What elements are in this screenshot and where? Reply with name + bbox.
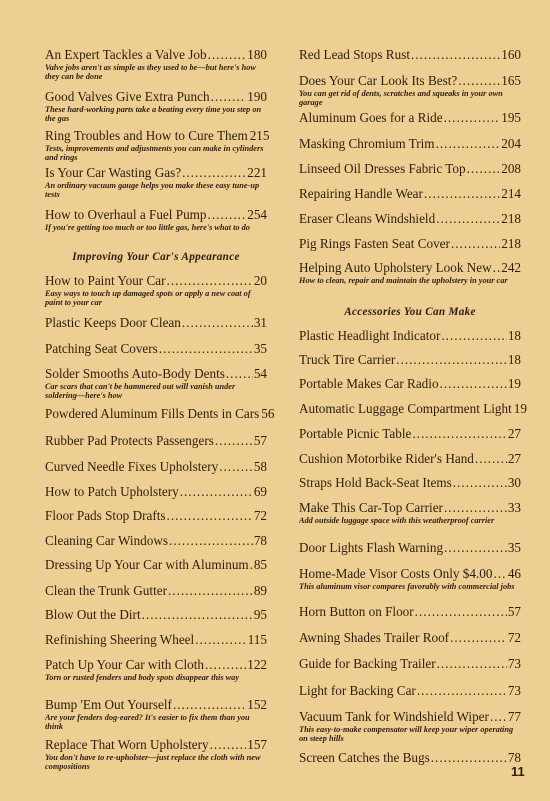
leader-dots	[437, 656, 507, 671]
toc-entry-page-number: 27	[507, 451, 521, 466]
toc-entry-page-number: 221	[247, 165, 267, 180]
toc-entry[interactable]	[299, 260, 521, 285]
toc-entry-page-number: 218	[501, 211, 521, 226]
toc-entry-line	[299, 451, 521, 466]
toc-entry-page-number: 215	[249, 128, 270, 143]
toc-entry[interactable]	[299, 47, 521, 62]
leader-dots	[453, 475, 507, 490]
toc-entry-title: Home-Made Visor Costs Only $4.00	[299, 566, 493, 581]
toc-entry-page-number: 18	[507, 328, 521, 343]
toc-entry-line	[45, 657, 267, 672]
toc-entry-title: Pig Rings Fasten Seat Cover	[299, 236, 450, 251]
toc-entry-line	[299, 500, 521, 515]
toc-entry-line	[299, 376, 521, 391]
toc-entry[interactable]	[45, 433, 267, 448]
toc-entry[interactable]	[299, 236, 521, 251]
toc-entry-title: Cleaning Car Windows	[45, 533, 169, 548]
toc-entry[interactable]	[45, 366, 267, 400]
toc-entry-line	[45, 583, 267, 598]
leader-dots	[440, 376, 507, 391]
toc-entry-line	[299, 426, 521, 441]
toc-entry-line	[45, 533, 267, 548]
toc-entry-page-number: 95	[253, 607, 267, 622]
toc-entry-page-number: 19	[513, 401, 527, 416]
leader-dots	[450, 630, 507, 645]
toc-entry-page-number: 160	[501, 47, 521, 62]
leader-dots	[417, 683, 507, 698]
toc-entry-description: If you're getting too much or too little gas, here's what to do	[45, 223, 250, 232]
toc-entry-line	[299, 136, 521, 151]
toc-entry-title: Plastic Keeps Door Clean	[45, 315, 181, 330]
toc-entry[interactable]	[45, 47, 267, 81]
toc-entry-line	[45, 341, 267, 356]
toc-entry[interactable]	[45, 128, 270, 162]
toc-entry-title: Floor Pads Stop Drafts	[45, 508, 166, 523]
leader-dots	[169, 533, 253, 548]
toc-entry[interactable]	[45, 583, 267, 598]
toc-entry-title: Aluminum Goes for a Ride	[299, 110, 443, 125]
toc-entry-page-number: 89	[253, 583, 267, 598]
toc-entry[interactable]	[45, 508, 267, 523]
toc-entry-page-number: 72	[507, 630, 521, 645]
toc-entry-line	[299, 352, 521, 367]
toc-entry[interactable]	[299, 709, 521, 743]
toc-entry-line	[299, 73, 521, 88]
toc-entry-page-number: 19	[507, 376, 521, 391]
toc-entry-description: How to clean, repair and maintain the upholstery in your car	[299, 276, 508, 285]
toc-entry-line	[45, 315, 267, 330]
toc-entry[interactable]	[45, 165, 267, 199]
toc-entry[interactable]	[45, 657, 267, 682]
toc-entry[interactable]	[45, 737, 267, 771]
toc-entry-description: An ordinary vacuum gauge helps you make these easy tune-up tests	[45, 181, 260, 199]
toc-entry-page-number: 57	[507, 604, 521, 619]
toc-entry-title: Rubber Pad Protects Passengers	[45, 433, 214, 448]
toc-entry[interactable]	[299, 211, 521, 226]
toc-entry-line	[299, 328, 521, 343]
section-heading: Accessories You Can Make	[344, 306, 476, 318]
leader-dots	[493, 566, 506, 581]
toc-entry[interactable]	[299, 426, 521, 441]
toc-entry-title: Does Your Car Look Its Best?	[299, 73, 458, 88]
toc-entry-page-number: 56	[261, 406, 275, 421]
leader-dots	[411, 47, 500, 62]
toc-entry[interactable]	[299, 136, 521, 151]
toc-entry-title: An Expert Tackles a Valve Job	[45, 47, 207, 62]
toc-entry[interactable]	[299, 750, 521, 765]
leader-dots	[182, 165, 246, 180]
toc-entry-page-number: 35	[253, 341, 267, 356]
toc-entry-title: How to Overhaul a Fuel Pump	[45, 207, 207, 222]
toc-entry-title: Linseed Oil Dresses Fabric Top	[299, 161, 466, 176]
toc-entry-line	[299, 260, 521, 275]
toc-entry[interactable]	[299, 73, 521, 107]
toc-entry-page-number: 69	[253, 484, 267, 499]
toc-entry[interactable]	[299, 110, 521, 125]
leader-dots	[412, 426, 506, 441]
leader-dots	[424, 186, 500, 201]
leader-dots	[142, 607, 253, 622]
toc-entry[interactable]	[299, 656, 521, 671]
toc-entry-page-number: 27	[507, 426, 521, 441]
toc-entry-title: Solder Smooths Auto-Body Dents	[45, 366, 225, 381]
toc-entry-line	[45, 366, 267, 381]
toc-entry-title: Powdered Aluminum Fills Dents in Cars	[45, 406, 260, 421]
toc-entry-title: Automatic Luggage Compartment Light	[299, 401, 512, 416]
leader-dots	[467, 161, 501, 176]
toc-entry-page-number: 115	[247, 632, 267, 647]
toc-entry-line	[299, 604, 521, 619]
toc-entry[interactable]	[45, 533, 267, 548]
toc-entry-description: This easy-to-make compensator will keep your wiper operating on steep hills	[299, 725, 514, 743]
toc-entry-page-number: 254	[247, 207, 267, 222]
toc-entry-page-number: 78	[253, 533, 267, 548]
leader-dots	[167, 508, 253, 523]
toc-entry-title: Refinishing Sheering Wheel	[45, 632, 195, 647]
leader-dots	[458, 73, 500, 88]
toc-entry-title: Dressing Up Your Car with Aluminum	[45, 557, 249, 572]
toc-entry-line	[45, 128, 270, 143]
toc-entry-page-number: 190	[247, 89, 267, 104]
toc-entry[interactable]	[299, 604, 521, 619]
leader-dots	[210, 737, 247, 752]
toc-entry-title: How to Patch Upholstery	[45, 484, 179, 499]
toc-entry[interactable]	[299, 186, 521, 201]
toc-entry[interactable]	[45, 273, 267, 307]
toc-entry-title: Red Lead Stops Rust	[299, 47, 410, 62]
toc-entry-line	[299, 566, 521, 581]
toc-entry-line	[45, 508, 267, 523]
leader-dots	[444, 540, 507, 555]
toc-entry-title: Ring Troubles and How to Cure Them	[45, 128, 248, 143]
toc-entry[interactable]	[45, 697, 267, 731]
toc-entry-page-number: 157	[247, 737, 267, 752]
toc-entry-title: Straps Hold Back-Seat Items	[299, 475, 452, 490]
toc-entry-title: Curved Needle Fixes Upholstery	[45, 459, 219, 474]
toc-entry[interactable]	[299, 401, 527, 416]
toc-entry-description: You can get rid of dents, scratches and squeaks in your own garage	[299, 89, 503, 107]
toc-entry-title: Portable Picnic Table	[299, 426, 412, 441]
toc-entry[interactable]	[45, 459, 267, 474]
toc-entry-description: You don't have to re-upholster—just replace the cloth with new compositions	[45, 753, 261, 771]
toc-entry[interactable]	[299, 376, 521, 391]
toc-entry-description: These hard-working parts take a beating every time you step on the gas	[45, 105, 262, 123]
toc-entry[interactable]	[45, 315, 267, 330]
toc-entry-title: Good Valves Give Extra Punch	[45, 89, 210, 104]
leader-dots	[493, 260, 501, 275]
toc-entry-line	[45, 273, 267, 288]
toc-entry-title: Door Lights Flash Warning	[299, 540, 444, 555]
toc-entry[interactable]	[299, 566, 521, 591]
toc-entry-description: Valve jobs aren't as simple as they used to be—but here's how they can be done	[45, 63, 256, 81]
toc-entry-page-number: 73	[507, 683, 521, 698]
toc-entry-line	[45, 459, 267, 474]
leader-dots	[490, 709, 507, 724]
toc-entry-title: Repairing Handle Wear	[299, 186, 423, 201]
toc-entry-line	[299, 401, 527, 416]
toc-entry-description: Torn or rusted fenders and body spots disappear this way	[45, 673, 240, 682]
toc-entry-title: Guide for Backing Trailer	[299, 656, 436, 671]
toc-entry-title: Patch Up Your Car with Cloth	[45, 657, 204, 672]
leader-dots	[431, 750, 507, 765]
toc-entry[interactable]	[45, 207, 267, 232]
leader-dots	[226, 366, 253, 381]
toc-entry-page-number: 73	[507, 656, 521, 671]
leader-dots	[451, 236, 500, 251]
leader-dots	[195, 632, 247, 647]
toc-entry-line	[299, 630, 521, 645]
toc-entry-line	[299, 47, 521, 62]
toc-entry-page-number: 78	[507, 750, 521, 765]
toc-entry-title: Helping Auto Upholstery Look New	[299, 260, 492, 275]
toc-entry-line	[45, 557, 267, 572]
leader-dots	[167, 273, 253, 288]
toc-entry[interactable]	[45, 89, 267, 123]
toc-entry[interactable]	[45, 607, 267, 622]
toc-entry-page-number: 218	[501, 236, 521, 251]
toc-entry-title: Light for Backing Car	[299, 683, 416, 698]
toc-entry-title: Vacuum Tank for Windshield Wiper	[299, 709, 489, 724]
toc-entry-page-number: 77	[507, 709, 521, 724]
toc-entry-title: Plastic Headlight Indicator	[299, 328, 441, 343]
toc-entry[interactable]	[45, 484, 267, 499]
toc-entry-line	[45, 484, 267, 499]
toc-entry-title: Patching Seat Covers	[45, 341, 158, 356]
toc-entry-line	[299, 161, 521, 176]
toc-entry-line	[45, 632, 267, 647]
leader-dots	[441, 328, 506, 343]
section-heading: Improving Your Car's Appearance	[72, 251, 240, 263]
toc-entry-page-number: 242	[501, 260, 521, 275]
toc-entry-page-number: 85	[253, 557, 267, 572]
toc-entry-title: Awning Shades Trailer Roof	[299, 630, 450, 645]
toc-entry-title: Blow Out the Dirt	[45, 607, 141, 622]
leader-dots	[168, 583, 253, 598]
leader-dots	[396, 352, 507, 367]
toc-entry-page-number: 152	[247, 697, 267, 712]
toc-entry-page-number: 165	[501, 73, 521, 88]
toc-entry-line	[299, 683, 521, 698]
toc-entry-page-number: 122	[247, 657, 267, 672]
toc-entry-page-number: 31	[253, 315, 267, 330]
toc-entry-line	[299, 540, 521, 555]
leader-dots	[215, 433, 253, 448]
toc-entry[interactable]	[299, 630, 521, 645]
toc-entry-page-number: 54	[253, 366, 267, 381]
toc-entry-line	[299, 186, 521, 201]
toc-entry-line	[299, 709, 521, 724]
toc-entry-page-number: 214	[501, 186, 521, 201]
toc-entry-title: Horn Button on Floor	[299, 604, 414, 619]
toc-entry-line	[45, 47, 267, 62]
toc-entry[interactable]	[299, 451, 521, 466]
toc-entry-page-number: 20	[253, 273, 267, 288]
toc-entry-line	[45, 607, 267, 622]
leader-dots	[436, 136, 501, 151]
toc-entry-title: Cushion Motorbike Rider's Hand	[299, 451, 474, 466]
toc-entry[interactable]	[299, 352, 521, 367]
toc-entry-line	[45, 697, 267, 712]
toc-entry[interactable]	[45, 341, 267, 356]
toc-entry-page-number: 180	[247, 47, 267, 62]
leader-dots	[208, 47, 247, 62]
toc-entry-title: Replace That Worn Upholstery	[45, 737, 209, 752]
toc-entry[interactable]	[299, 161, 521, 176]
toc-entry-line	[45, 207, 267, 222]
toc-entry-line	[299, 211, 521, 226]
leader-dots	[211, 89, 247, 104]
toc-entry-title: Clean the Trunk Gutter	[45, 583, 167, 598]
toc-entry-line	[45, 406, 275, 421]
toc-entry-description: Add outside luggage space with this weatherproof carrier	[299, 516, 495, 525]
toc-entry-title: Truck Tire Carrier	[299, 352, 396, 367]
toc-entry-description: This aluminum visor compares favorably with commercial jobs	[299, 582, 515, 591]
toc-entry-title: How to Paint Your Car	[45, 273, 166, 288]
toc-entry-page-number: 35	[507, 540, 521, 555]
toc-entry-title: Masking Chromium Trim	[299, 136, 435, 151]
toc-entry-title: Make This Car-Top Carrier	[299, 500, 443, 515]
toc-entry-page-number: 208	[501, 161, 521, 176]
leader-dots	[250, 557, 253, 572]
toc-entry-line	[299, 656, 521, 671]
toc-entry-line	[45, 433, 267, 448]
toc-entry-line	[299, 750, 521, 765]
toc-entry[interactable]	[45, 632, 267, 647]
toc-entry-page-number: 195	[501, 110, 521, 125]
toc-entry-description: Car scars that can't be hammered out will vanish under soldering—here's how	[45, 382, 236, 400]
toc-entry-line	[299, 110, 521, 125]
leader-dots	[208, 207, 247, 222]
leader-dots	[219, 459, 253, 474]
toc-entry-page-number: 72	[253, 508, 267, 523]
toc-entry[interactable]	[45, 406, 275, 421]
toc-entry-page-number: 18	[507, 352, 521, 367]
toc-entry-page-number: 204	[501, 136, 521, 151]
toc-entry[interactable]	[299, 475, 521, 490]
leader-dots	[180, 484, 253, 499]
toc-entry[interactable]	[299, 683, 521, 698]
toc-entry[interactable]	[45, 557, 267, 572]
leader-dots	[159, 341, 253, 356]
toc-entry[interactable]	[299, 500, 521, 525]
toc-entry-description: Easy ways to touch up damaged spots or apply a new coat of paint to your car	[45, 289, 251, 307]
toc-entry[interactable]	[299, 328, 521, 343]
toc-entry-page-number: 46	[507, 566, 521, 581]
toc-entry-line	[299, 475, 521, 490]
toc-entry-line	[45, 89, 267, 104]
toc-entry-line	[299, 236, 521, 251]
toc-entry-description: Tests, improvements and adjustments you can make in cylinders and rings	[45, 144, 264, 162]
toc-entry-page-number: 57	[253, 433, 267, 448]
toc-entry-description: Are your fenders dog-eared? It's easier to fix them than you think	[45, 713, 250, 731]
toc-entry[interactable]	[299, 540, 521, 555]
toc-entry-line	[45, 737, 267, 752]
leader-dots	[182, 315, 253, 330]
toc-entry-page-number: 58	[253, 459, 267, 474]
toc-entry-title: Is Your Car Wasting Gas?	[45, 165, 182, 180]
toc-entry-line	[45, 165, 267, 180]
toc-entry-title: Screen Catches the Bugs	[299, 750, 430, 765]
leader-dots	[475, 451, 507, 466]
toc-entry-title: Portable Makes Car Radio	[299, 376, 439, 391]
leader-dots	[173, 697, 246, 712]
toc-entry-page-number: 33	[507, 500, 521, 515]
leader-dots	[444, 500, 507, 515]
toc-entry-page-number: 30	[507, 475, 521, 490]
toc-entry-title: Bump 'Em Out Yourself	[45, 697, 172, 712]
page-number: 11	[511, 764, 525, 779]
toc-entry-title: Eraser Cleans Windshield	[299, 211, 436, 226]
leader-dots	[415, 604, 507, 619]
leader-dots	[205, 657, 246, 672]
leader-dots	[444, 110, 501, 125]
leader-dots	[436, 211, 500, 226]
